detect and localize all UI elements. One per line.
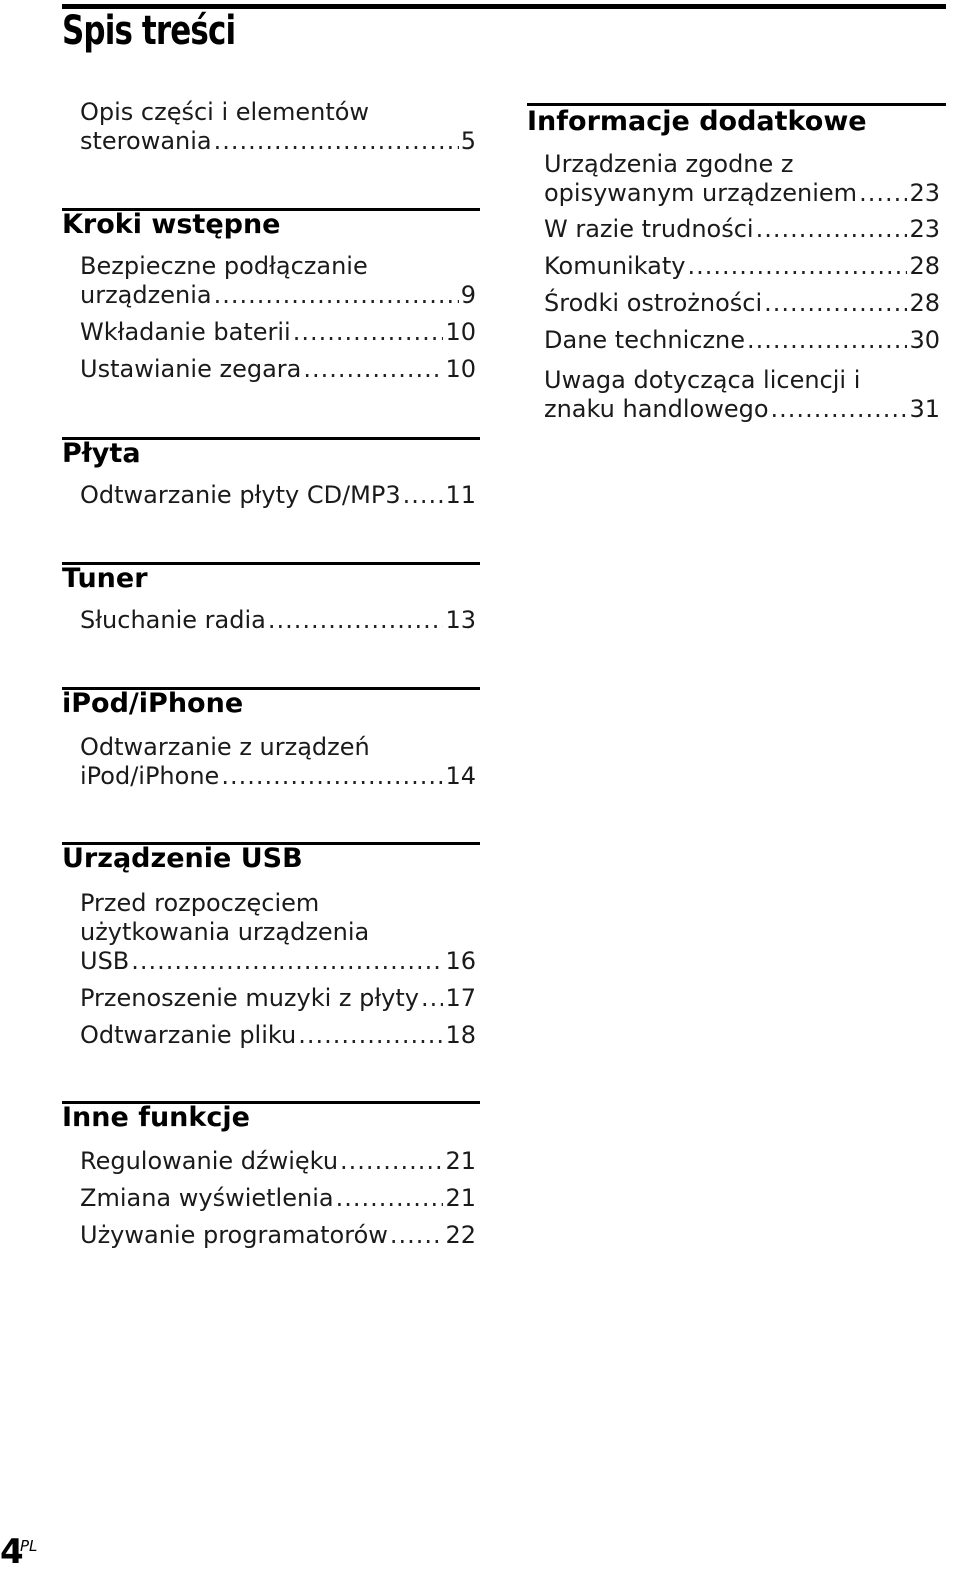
dot-leader bbox=[747, 326, 907, 355]
dot-leader bbox=[298, 1021, 443, 1050]
toc-entry-title: Środki ostrożności bbox=[544, 289, 763, 317]
section-heading: Płyta bbox=[62, 438, 141, 469]
toc-entry-title: Używanie programatorów bbox=[80, 1221, 388, 1249]
dot-leader bbox=[764, 289, 907, 318]
toc-entry-title: Odtwarzanie pliku bbox=[80, 1021, 297, 1049]
toc-entry-row bbox=[80, 355, 476, 384]
toc-entry[interactable] bbox=[544, 150, 940, 208]
toc-entry-row bbox=[544, 179, 940, 208]
toc-page-number: 23 bbox=[909, 179, 940, 207]
toc-page-number: 28 bbox=[909, 289, 940, 317]
toc-page-number: 14 bbox=[445, 762, 476, 790]
toc-entry-title: iPod/iPhone bbox=[80, 762, 220, 790]
dot-leader bbox=[214, 281, 459, 310]
toc-entry-intro[interactable] bbox=[80, 98, 476, 156]
toc-entry[interactable] bbox=[80, 1221, 476, 1250]
toc-entry-row bbox=[80, 984, 476, 1013]
toc-page-number: 21 bbox=[445, 1184, 476, 1212]
footer-language: PL bbox=[20, 1537, 38, 1555]
toc-page-number: 10 bbox=[445, 355, 476, 383]
dot-leader bbox=[421, 984, 443, 1013]
dot-leader bbox=[756, 215, 908, 244]
toc-entry-row bbox=[80, 1221, 476, 1250]
toc-entry-row bbox=[80, 318, 476, 347]
dot-leader bbox=[214, 127, 459, 156]
toc-entry-row bbox=[544, 252, 940, 281]
toc-entry[interactable] bbox=[80, 1147, 476, 1176]
toc-entry-title: znaku handlowego bbox=[544, 395, 769, 423]
toc-entry[interactable] bbox=[80, 889, 476, 976]
toc-entry-line: Przed rozpoczęciem bbox=[80, 889, 320, 917]
toc-entry[interactable] bbox=[80, 733, 476, 791]
toc-entry-line: Uwaga dotycząca licencji i bbox=[544, 366, 861, 394]
toc-page-number: 21 bbox=[445, 1147, 476, 1175]
toc-entry-title: W razie trudności bbox=[544, 215, 754, 243]
section-heading: iPod/iPhone bbox=[62, 688, 244, 719]
toc-entry-row bbox=[80, 947, 476, 976]
toc-entry-title: Słuchanie radia bbox=[80, 606, 266, 634]
toc-entry-title: USB bbox=[80, 947, 130, 975]
toc-entry-title: urządzenia bbox=[80, 281, 212, 309]
footer-page-number: 4 bbox=[0, 1532, 24, 1572]
toc-entry-title: Ustawianie zegara bbox=[80, 355, 302, 383]
toc-page-number: 17 bbox=[445, 984, 476, 1012]
toc-entry[interactable] bbox=[80, 481, 476, 510]
dot-leader bbox=[403, 481, 444, 510]
toc-page-number: 9 bbox=[460, 281, 476, 309]
toc-entry[interactable] bbox=[80, 606, 476, 635]
dot-leader bbox=[303, 355, 443, 384]
section-heading: Kroki wstępne bbox=[62, 209, 281, 240]
toc-entry[interactable] bbox=[544, 366, 940, 424]
toc-entry[interactable] bbox=[80, 318, 476, 347]
dot-leader bbox=[268, 606, 444, 635]
dot-leader bbox=[293, 318, 444, 347]
toc-page-number: 11 bbox=[445, 481, 476, 509]
toc-entry-title: opisywanym urządzeniem bbox=[544, 179, 858, 207]
toc-entry[interactable] bbox=[80, 1184, 476, 1213]
dot-leader bbox=[131, 947, 443, 976]
toc-page-number: 22 bbox=[445, 1221, 476, 1249]
toc-entry[interactable] bbox=[80, 1021, 476, 1050]
toc-entry-row bbox=[544, 215, 940, 244]
toc-entry-line: Opis części i elementów bbox=[80, 98, 370, 126]
toc-entry[interactable] bbox=[544, 289, 940, 318]
page-title: Spis treści bbox=[62, 8, 236, 54]
toc-page-number: 28 bbox=[909, 252, 940, 280]
toc-page-number: 16 bbox=[445, 947, 476, 975]
dot-leader bbox=[221, 762, 443, 791]
toc-entry[interactable] bbox=[544, 215, 940, 244]
toc-entry-row bbox=[80, 281, 476, 310]
toc-entry-row bbox=[80, 606, 476, 635]
toc-entry-title: Komunikaty bbox=[544, 252, 686, 280]
toc-entry-row bbox=[544, 395, 940, 424]
toc-entry-title: Dane techniczne bbox=[544, 326, 746, 354]
toc-entry-line: użytkowania urządzenia bbox=[80, 918, 370, 946]
section-heading: Urządzenie USB bbox=[62, 843, 303, 874]
toc-page-number: 18 bbox=[445, 1021, 476, 1049]
toc-entry[interactable] bbox=[80, 355, 476, 384]
toc-page-number: 23 bbox=[909, 215, 940, 243]
toc-entry-row bbox=[80, 1147, 476, 1176]
toc-entry-row bbox=[544, 289, 940, 318]
dot-leader bbox=[390, 1221, 444, 1250]
toc-entry-row bbox=[80, 762, 476, 791]
dot-leader bbox=[336, 1184, 444, 1213]
toc-entry-title: Odtwarzanie płyty CD/MP3 bbox=[80, 481, 401, 509]
toc-page-number: 10 bbox=[445, 318, 476, 346]
toc-entry[interactable] bbox=[80, 252, 476, 310]
toc-entry-row bbox=[80, 481, 476, 510]
toc-entry-line: Bezpieczne podłączanie bbox=[80, 252, 368, 280]
section-heading: Informacje dodatkowe bbox=[527, 106, 867, 137]
toc-page-number: 5 bbox=[460, 127, 476, 155]
toc-entry[interactable] bbox=[80, 984, 476, 1013]
toc-entry-row bbox=[80, 1021, 476, 1050]
toc-entry-line: Odtwarzanie z urządzeń bbox=[80, 733, 370, 761]
toc-entry-row bbox=[544, 326, 940, 355]
dot-leader bbox=[859, 179, 907, 208]
toc-entry-title: sterowania bbox=[80, 127, 212, 155]
toc-entry-row bbox=[80, 127, 476, 156]
toc-entry-row bbox=[80, 1184, 476, 1213]
toc-page-number: 30 bbox=[909, 326, 940, 354]
toc-entry-title: Regulowanie dźwięku bbox=[80, 1147, 339, 1175]
toc-entry-title: Zmiana wyświetlenia bbox=[80, 1184, 334, 1212]
toc-entry-line: Urządzenia zgodne z bbox=[544, 150, 794, 178]
dot-leader bbox=[771, 395, 908, 424]
dot-leader bbox=[340, 1147, 443, 1176]
section-heading: Inne funkcje bbox=[62, 1102, 250, 1133]
section-heading: Tuner bbox=[62, 563, 148, 594]
toc-page-number: 31 bbox=[909, 395, 940, 423]
dot-leader bbox=[688, 252, 908, 281]
toc-entry-title: Przenoszenie muzyki z płyty bbox=[80, 984, 419, 1012]
toc-entry[interactable] bbox=[544, 326, 940, 355]
toc-page-number: 13 bbox=[445, 606, 476, 634]
toc-entry-title: Wkładanie baterii bbox=[80, 318, 291, 346]
toc-entry[interactable] bbox=[544, 252, 940, 281]
